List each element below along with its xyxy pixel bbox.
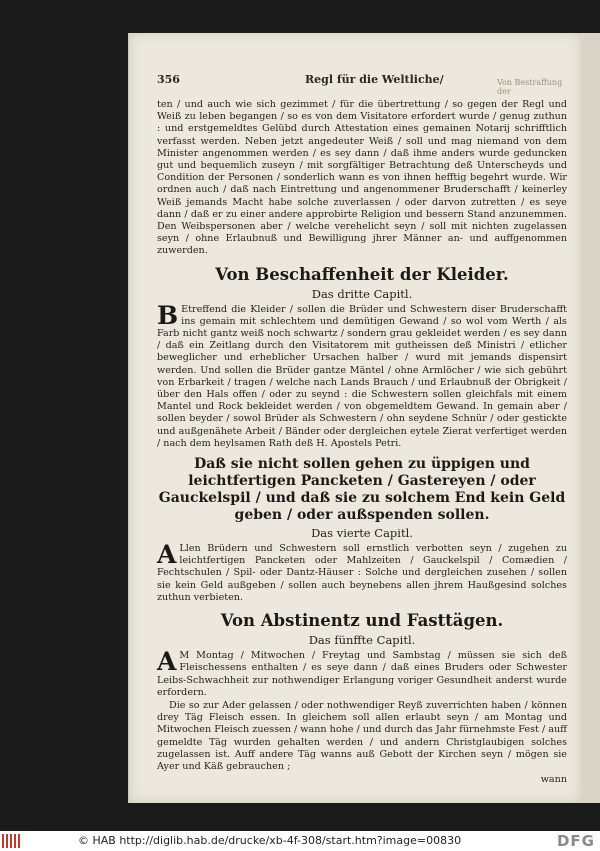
paragraph [157, 540, 567, 604]
paragraph: Die so zur Ader gelassen / oder nothwendiger Reyß zuverrichten haben / können drey Täg Fleisch essen. In gleichem soll allen erlaubt seyn / am Montag und Mitwochen Fleisch zuessen / wann hohe / und durch das Jahr fürnehmste Fest / auff gemeldte Täg wurden gehalten werden / und andern Christglaubigen solches zugelassen ist. Auff andere Täg wanns auß Gebott der Kirchen seyn / mögen sie Ayer und Käß gebrauchen ; [157, 699, 567, 772]
dfg-logo[interactable]: DFG [556, 832, 595, 850]
section-heading-abstinentz: Von Abstinentz und Fasttägen. [220, 611, 504, 631]
page-header [157, 73, 571, 96]
section-heading-kleider: Von Beschaffenheit der Kleider. [215, 264, 509, 284]
adjacent-page-edge [578, 33, 600, 803]
drop-cap: A [157, 647, 177, 677]
drop-cap: A [157, 540, 177, 570]
viewer-footer-bar [0, 831, 600, 851]
book-page [128, 33, 581, 803]
paragraph [157, 300, 567, 450]
source-link[interactable]: © HAB http://diglib.hab.de/drucke/xb-4f-308/start.htm?image=00830 [78, 834, 462, 847]
drop-cap: B [157, 300, 179, 330]
page-body [157, 99, 567, 786]
paragraph-text: Etreffend die Kleider / sollen die Brüder und Schwestern diser Bruderschafft ins gemain mit schlechtem und demütigen Gewand / so wol vom Werth / als Farb nicht gantz weiß noch schwartz / sondern grau gekleidet werden / es sey dann / daß ein Zeitlang durch den Visitatorem mit gutheissen deß Ministri / etlicher beweglicher und erheblicher Ursachen halber / wurd mit jemands dispensirt werden. Und sollen die Brüder gantze Mäntel / ohne Armlöcher / wie sich gebührt von Erbarkeit / tragen / welche nach Lands Brauch / und Erlaubnuß der Obrigkeit / über den Hals offen / oder zu seynd : die Schwestern sollen gleichfals mit einem Mantel und Rock bekleidet werden / von obgemeldtem Gewand. In gemain aber / sollen beyder / sowol Brüder als Schwestern / ohn seydene Schnür / oder gestickte und außgenähete Arbeit / Bänder oder dergleichen eytele Zierat verfertiget werden / nach dem heylsamen Rath deß H. Apostels Petri. [157, 303, 567, 449]
paragraph: ten / und auch wie sich gezimmet / für die übertrettung / so gegen der Regl und Weiß zu leben begangen / so es von dem Visitatore erfordert wurde / genug zuthun : und erstgemeldtes Gelübd durch Attestation eines gemainen Notarij schrifftlich verfasst werden. Neben jetzt angedeuter Weiß / soll und mag niemand von dem Minister angenommen werden / es sey dann / daß ihme anders wurde geduncken gut und bequemlich zuseyn / mit sorgfältiger Betrachtung deß Unterscheyds und Condition der Personen / sonderlich wann es von ihnen hefftig begehrt wurde. Wir ordnen auch / daß nach Eintrettung und angenommener Bruderschafft / keinerley Weiß jemands Macht habe solche zuverlassen / oder darvon zutretten / es seye dann / daß er zu einer andere approbirte Religion und bessern Stand anzunemmen. Den Weibspersonen aber / welche verehelicht seyn / soll mit nichten zugelassen seyn / ohne Erlaubnuß und Bewilligung jhrer Männer an- und auffgenommen zuwerden. [157, 99, 567, 257]
chapter-title-5: Das fünffte Capitl. [308, 633, 416, 648]
bleed-through-text: Von Bestraffung der [497, 78, 563, 96]
section-heading-pancketen: Daß sie nicht sollen gehen zu üppigen und leichtfertigen Pancketen / Gastereyen / oder Gauckelspil / und daß sie zu solchem End kein Geld geben / oder außspenden sollen. [158, 456, 566, 524]
paragraph [157, 647, 567, 699]
catchword: wann [540, 774, 567, 786]
chapter-title-3: Das dritte Capitl. [311, 286, 413, 301]
running-head: Regl für die Weltliche/ [305, 73, 444, 86]
hab-logo-icon[interactable] [2, 834, 22, 848]
paragraph-text: Llen Brüdern und Schwestern soll ernstlich verbotten seyn / zugehen zu leichtfertigen Pancketen oder Mahlzeiten / Gauckelspil / Comædien / Fechtschulen / Spil- oder Dantz-Häuser : Solche und dergleichen zusehen / sollen sie kein Geld außgeben / sollen auch beynebens allen jhrem Haußgesind solches zuthun verbieten. [157, 543, 567, 603]
chapter-title-4: Das vierte Capitl. [311, 526, 413, 541]
page-number: 356 [157, 73, 180, 86]
paragraph-text: M Montag / Mitwochen / Freytag und Sambstag / müssen sie sich deß Fleischessens enthalten / es seye dann / daß eines Bruders oder Schwester Leibs-Schwachheit zur nothwendiger Erlangung voriger Gesundheit anderst wurde erfordern. [157, 650, 567, 698]
